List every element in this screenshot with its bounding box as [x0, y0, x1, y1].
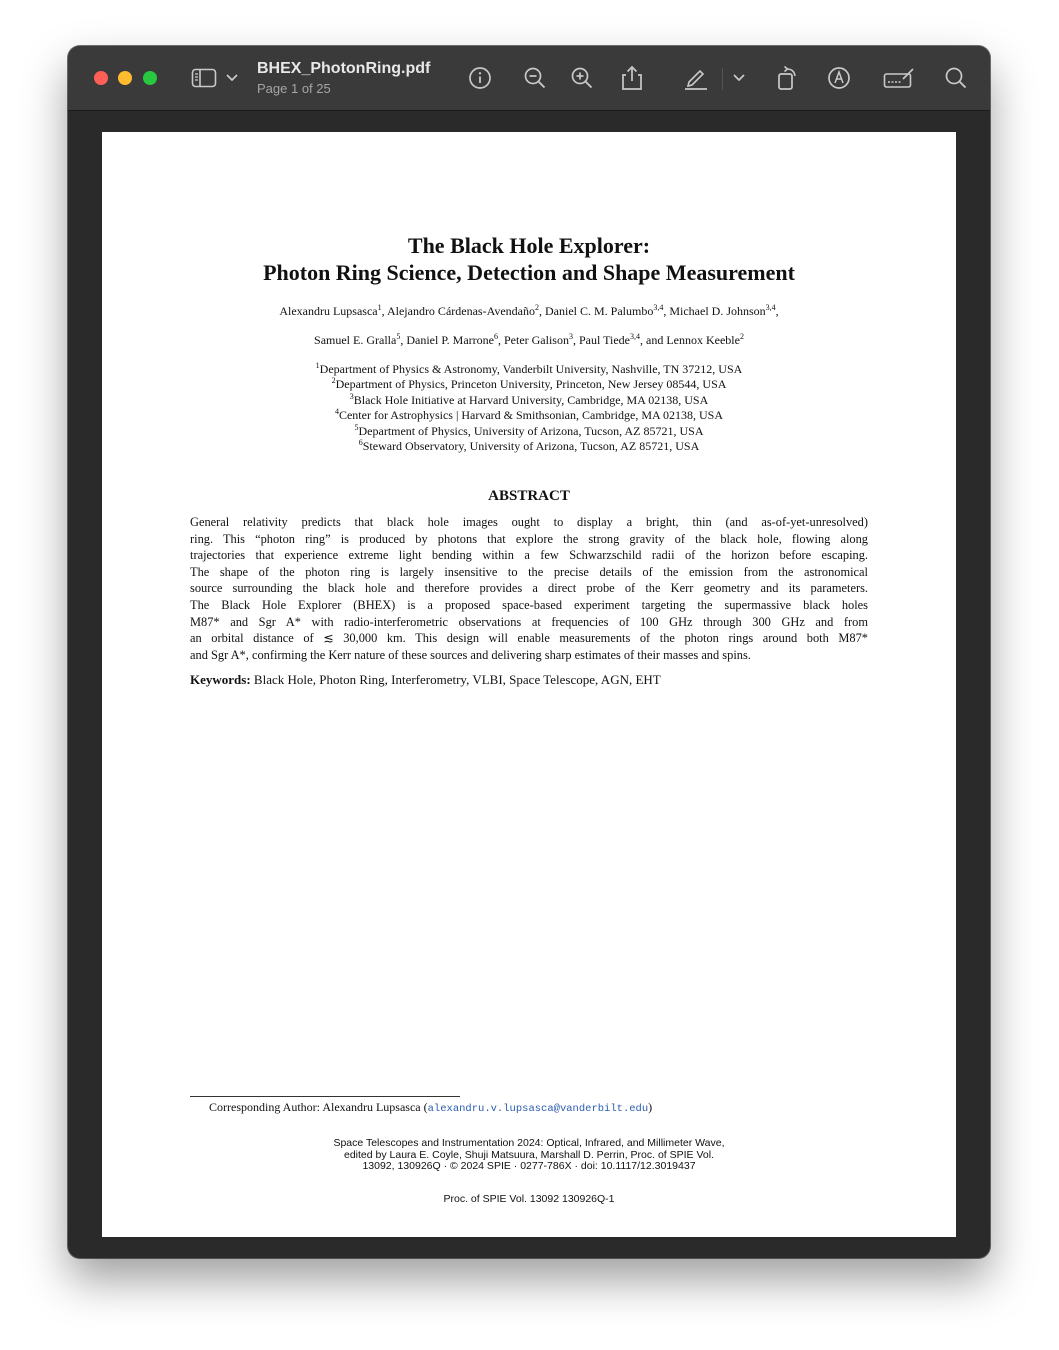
keywords-label: Keywords:	[190, 672, 251, 687]
highlight-pen-icon[interactable]	[682, 64, 710, 92]
author-name: Michael D. Johnson	[669, 304, 766, 318]
affiliation-mark: 3	[349, 391, 354, 401]
footnote	[209, 1100, 652, 1115]
affiliation-mark: 5	[354, 422, 359, 432]
chevron-down-icon[interactable]	[220, 64, 244, 92]
author-affiliation-mark: 3,4	[765, 303, 776, 312]
affiliation-text: Department of Physics, Princeton University, Princeton, New Jersey 08544, USA	[335, 377, 727, 392]
abstract-line: M87* and Sgr A* with radio-interferometric observations at frequencies of 100 GHz through 300 GHz and from	[190, 614, 868, 629]
keywords	[190, 672, 661, 688]
author-affiliation-mark: 5	[396, 332, 401, 341]
author-separator: ,	[572, 333, 579, 347]
paper-title-line-2: Photon Ring Science, Detection and Shape Measurement	[263, 260, 795, 285]
author-separator: ,	[381, 304, 387, 318]
footnote-suffix: )	[648, 1100, 653, 1114]
abstract-line: General relativity predicts that black hole images ought to display a bright, thin (and as-of-yet-unresolved)	[190, 515, 868, 529]
author-affiliation-mark: 1	[377, 303, 382, 312]
close-button[interactable]	[94, 71, 108, 85]
abstract-line: The Black Hole Explorer (BHEX) is a proposed space-based experiment targeting the supermassive black holes	[190, 597, 868, 612]
author-separator: ,	[497, 333, 504, 347]
zoom-in-icon[interactable]	[568, 64, 596, 92]
abstract-line: source surrounding the black hole and therefore provides a direct probe of the Kerr geometry and its parameters.	[190, 581, 868, 596]
affiliation-mark: 1	[315, 361, 320, 370]
affiliation-list	[102, 362, 956, 454]
affiliation-item	[102, 362, 956, 377]
abstract-line: The shape of the photon ring is largely insensitive to the precise details of the emission from the astronomical	[190, 564, 868, 579]
author-name: Samuel E. Gralla	[314, 333, 397, 347]
rotate-icon[interactable]	[774, 64, 802, 92]
signature-icon[interactable]	[882, 64, 916, 92]
preview-window	[68, 46, 990, 1258]
author-separator: ,	[663, 304, 670, 318]
publication-info	[102, 1138, 956, 1173]
author-separator: , and	[640, 333, 667, 347]
author-name: Peter Galison	[503, 333, 569, 347]
chevron-down-icon[interactable]	[727, 64, 751, 92]
page-footer: Proc. of SPIE Vol. 13092 130926Q-1	[443, 1193, 615, 1205]
keywords-text: Black Hole, Photon Ring, Interferometry, VLBI, Space Telescope, AGN, EHT	[253, 672, 661, 687]
affiliation-item	[102, 424, 956, 439]
author-affiliation-mark: 3	[568, 332, 573, 341]
abstract-line: and Sgr A*, confirming the Kerr nature of these sources and delivering sharp estimates of their masses and spins.	[190, 647, 751, 662]
author-name: Lennox Keeble	[666, 333, 740, 347]
info-icon[interactable]	[466, 64, 494, 92]
pdf-page	[102, 132, 956, 1237]
affiliation-item	[102, 377, 956, 392]
author-separator: ,	[400, 333, 407, 347]
author-separator: ,	[539, 304, 546, 318]
affiliation-mark: 2	[331, 376, 336, 386]
author-email-link[interactable]: alexandru.v.lupsasca@vanderbilt.edu	[427, 1103, 649, 1115]
affiliation-text: Department of Physics, University of Arizona, Tucson, AZ 85721, USA	[358, 423, 704, 438]
affiliation-text: Black Hole Initiative at Harvard University, Cambridge, MA 02138, USA	[353, 392, 709, 407]
author-affiliation-mark: 3,4	[630, 332, 640, 341]
search-icon[interactable]	[942, 64, 970, 92]
affiliation-mark: 6	[358, 438, 363, 448]
page-indicator: Page 1 of 25	[257, 81, 331, 96]
minimize-button[interactable]	[118, 71, 132, 85]
affiliation-text: Center for Astrophysics | Harvard & Smithsonian, Cambridge, MA 02138, USA	[338, 408, 724, 423]
author-separator: ,	[775, 304, 779, 318]
author-name: Paul Tiede	[578, 333, 630, 347]
author-affiliation-mark: 2	[535, 303, 540, 312]
zoom-button[interactable]	[143, 71, 157, 85]
abstract-line: ring. This “photon ring” is produced by photons that explore the strong gravity of the black hole, flowing along	[190, 531, 868, 546]
affiliation-text: Steward Observatory, University of Arizona, Tucson, AZ 85721, USA	[362, 439, 700, 454]
author-affiliation-mark: 2	[739, 332, 744, 341]
author-name: Daniel P. Marrone	[406, 333, 494, 347]
title-bar	[68, 46, 990, 111]
markup-icon[interactable]	[825, 64, 853, 92]
footnote-rule	[190, 1096, 460, 1097]
document-title[interactable]: BHEX_PhotonRing.pdf	[257, 60, 431, 77]
affiliation-item	[102, 439, 956, 454]
author-name: Daniel C. M. Palumbo	[545, 304, 654, 318]
affiliation-mark: 4	[334, 407, 339, 417]
abstract-line: an orbital distance of ≲ 30,000 km. This design will enable measurements of the photon rings around both M87*	[190, 631, 868, 646]
author-name: Alexandru Lupsasca	[279, 304, 378, 318]
sidebar-toggle-icon[interactable]	[190, 64, 218, 92]
paper-title-line-1: The Black Hole Explorer:	[407, 233, 651, 258]
affiliation-item	[102, 408, 956, 423]
abstract-heading: ABSTRACT	[488, 488, 570, 504]
author-affiliation-mark: 3,4	[653, 303, 664, 312]
author-list-line-1	[102, 304, 956, 319]
footnote-prefix: Corresponding Author: Alexandru Lupsasca (	[209, 1100, 428, 1114]
zoom-out-icon[interactable]	[521, 64, 549, 92]
abstract-text	[190, 514, 868, 663]
abstract-line: trajectories that experience extreme light bending within a few Schwarzschild radii of the horizon before escaping.	[190, 548, 868, 563]
affiliation-item	[102, 393, 956, 408]
share-icon[interactable]	[618, 64, 646, 92]
author-name: Alejandro Cárdenas-Avendaño	[386, 304, 536, 318]
publication-info-line: Space Telescopes and Instrumentation 2024: Optical, Infrared, and Millimeter Wave,	[333, 1137, 725, 1149]
publication-info-line: 13092, 130926Q · © 2024 SPIE · 0277-786X · doi: 10.1117/12.3019437	[362, 1160, 696, 1172]
author-affiliation-mark: 6	[493, 332, 498, 341]
publication-info-line: edited by Laura E. Coyle, Shuji Matsuura, Marshall D. Perrin, Proc. of SPIE Vol.	[343, 1148, 714, 1161]
toolbar-separator	[722, 68, 723, 90]
affiliation-text: Department of Physics & Astronomy, Vanderbilt University, Nashville, TN 37212, USA	[319, 362, 743, 376]
author-list-line-2	[102, 333, 956, 348]
